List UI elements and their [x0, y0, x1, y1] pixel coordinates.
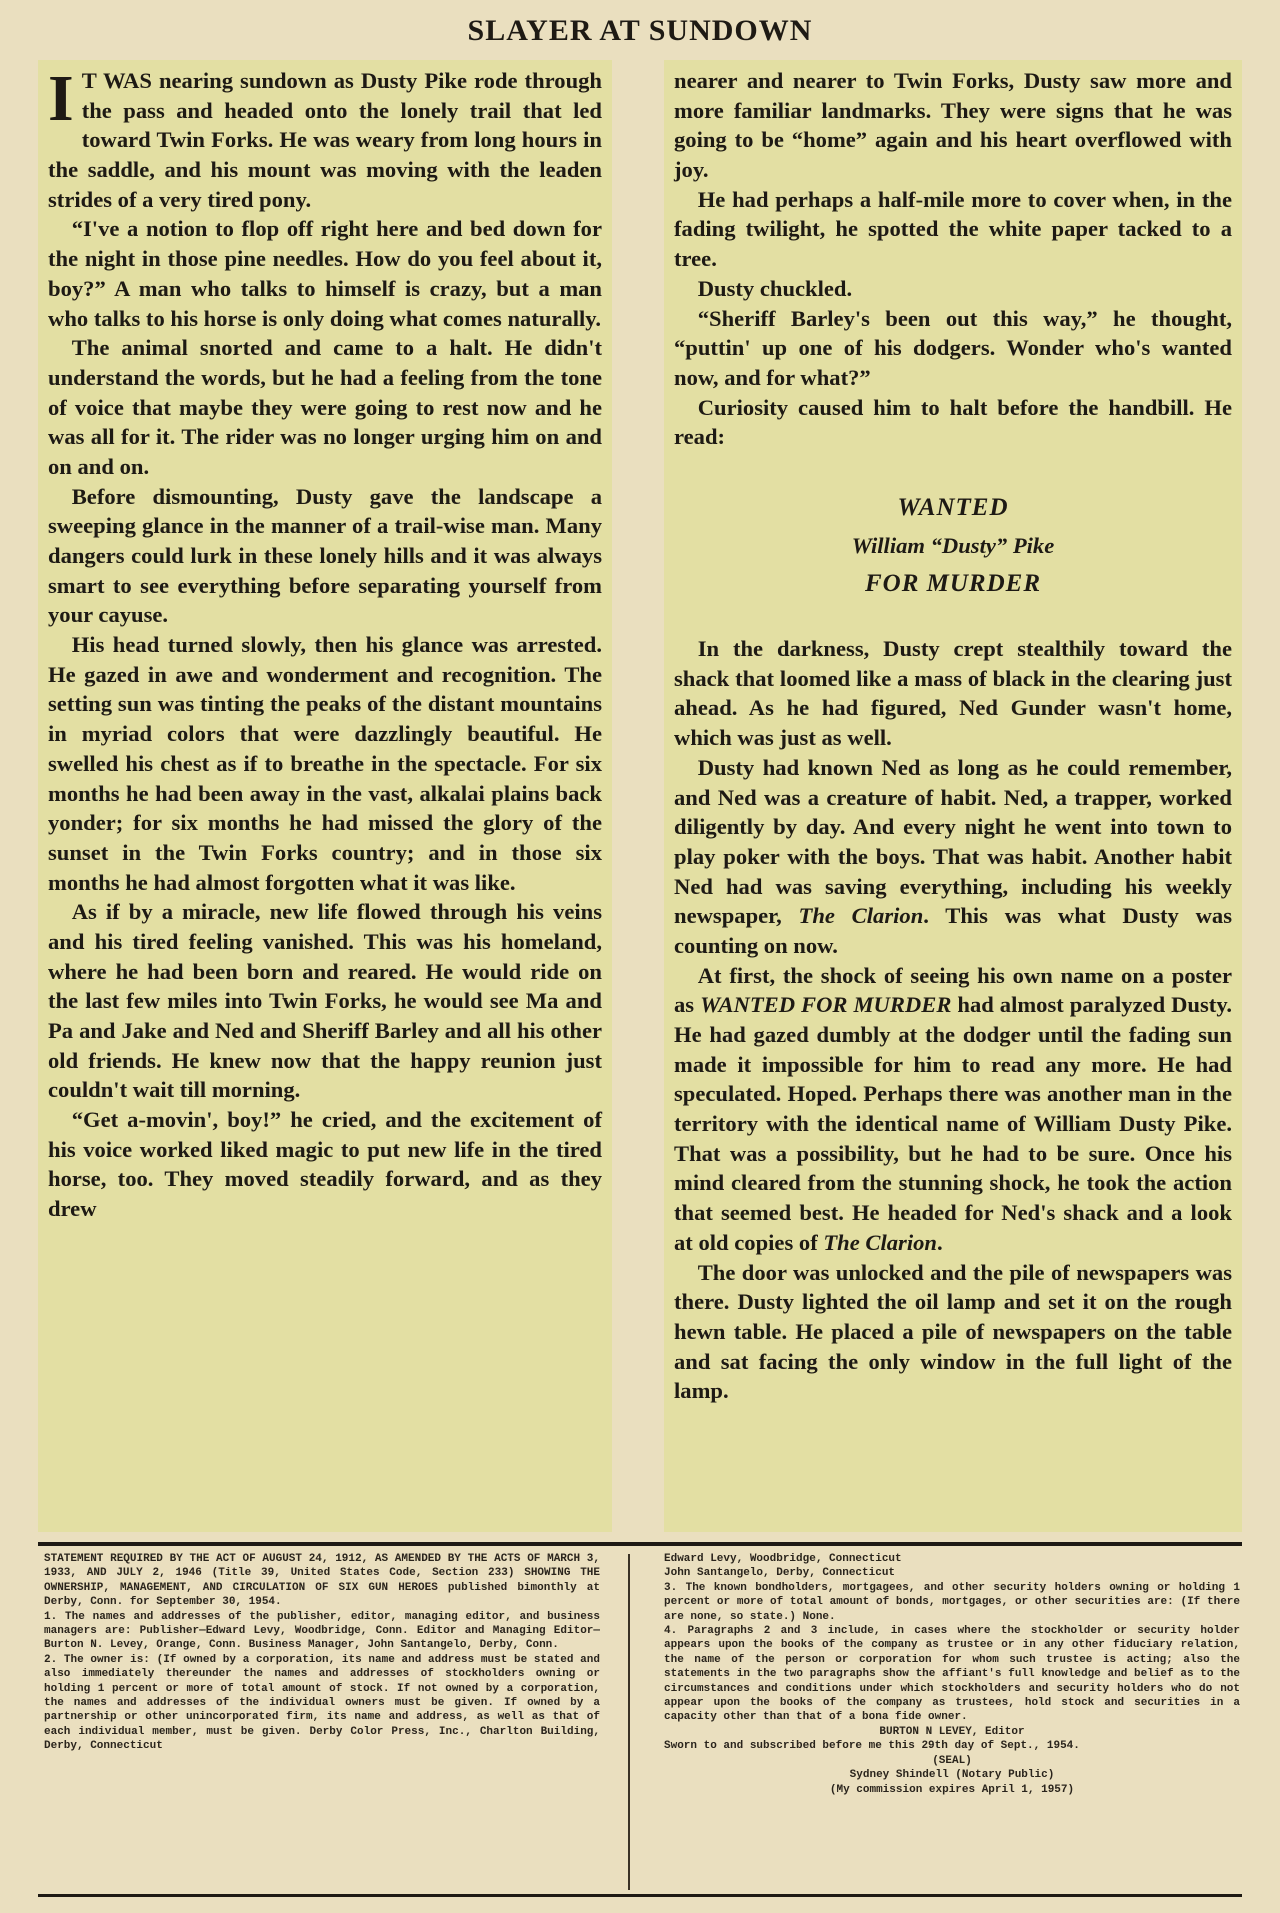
seal-line: (SEAL) [932, 1754, 972, 1767]
statement-paragraph: Edward Levy, Woodbridge, Connecticut [664, 1553, 902, 1565]
paragraph: Curiosity caused him to halt before the handbill. He read: [674, 394, 1232, 450]
wanted-poster-text [674, 488, 1232, 604]
paragraph: Dusty chuckled. [697, 275, 853, 301]
paragraph: “I've a notion to flop off right here and bed down for the night in those pine needles. How do you feel about it, boy?” A man who talks to himself is crazy, but a man who talks to his horse is only doing what comes naturally. [48, 216, 602, 331]
paragraph-opening [48, 62, 602, 214]
statement-top-rule [38, 1542, 1242, 1546]
paragraph: The door was unlocked and the pile of newspapers was there. Dusty lighted the oil lamp and set it on the rough hewn table. He placed a pile of newspapers on the table and sat facing the only window in the full light of the lamp. [674, 1259, 1232, 1404]
statement-paragraph: 3. The known bondholders, mortgagees, and other security holders owning or holding 1 percent or more of total amount of bonds, mortgages, or other securities are: (If there are none, so state.) None. [664, 1581, 1240, 1623]
statement-paragraph: John Santangelo, Derby, Connecticut [664, 1567, 896, 1580]
paragraph: nearer and nearer to Twin Forks, Dusty saw more and more familiar landmarks. They were signs that he was going to be “home” again and his heart overflowed with joy. [674, 68, 1232, 183]
ownership-statement-left [44, 1552, 600, 1892]
poster-phrase: WANTED FOR MURDER [700, 992, 952, 1018]
statement-divider [628, 1554, 630, 1890]
paragraph [674, 753, 1232, 961]
statement-paragraph: 2. The owner is: (If owned by a corporation, its name and address must be stated and also immediately thereunder the names and addresses of stockholders owning or holding 1 percent or more of total amount of stock. If not owned by a corporation, the names and addresses of the individual owners must be given. If owned by a partnership or other unincorporated firm, its name and address, as well as that of each individual member, must be given. Derby Color Press, Inc., Charlton Building, Derby, Connecticut [44, 1653, 600, 1753]
paragraph: He had perhaps a half-mile more to cover when, in the fading twilight, he spotted the white paper tacked to a tree. [674, 186, 1232, 272]
drop-cap: I [48, 62, 74, 135]
wanted-name: William “Dusty” Pike [851, 532, 1055, 558]
left-text-column [38, 60, 612, 1532]
paragraph: The animal snorted and came to a halt. He didn't understand the words, but he had a feeling from the tone of voice that maybe they were going to rest now and he was all for it. The rider was no longer urging him on and on and on. [48, 335, 602, 479]
notary-line: Sydney Shindell (Notary Public) [849, 1769, 1055, 1782]
paragraph [674, 961, 1232, 1258]
newspaper-title: The Clarion [823, 1229, 937, 1255]
statement-paragraph: STATEMENT REQUIRED BY THE ACT OF AUGUST 24, 1912, AS AMENDED BY THE ACTS OF MARCH 3, 1933, AND JULY 2, 1946 (Title 39, United States Code, Section 233) SHOWING THE OWNERSHIP, MANAGEMENT, AND CIRCULATION OF SIX GUN HEROES published bimonthly at Derby, Conn. for September 30, 1954. [44, 1553, 600, 1609]
text-run: had almost paralyzed Dusty. He had gazed dumbly at the dodger until the fading sun made it impossible for him to read any more. He had speculated. Hoped. Perhaps there was another man in the territory with the identical name of William Dusty Pike. That was a possibility, but he had to be sure. Once his mind cleared from the stunning shock, he took the action that seemed best. He headed for Ned's shack and a look at old copies of [674, 992, 1233, 1255]
story-title: SLAYER AT SUNDOWN [467, 14, 813, 47]
paragraph: As if by a miracle, new life flowed through his veins and his tired feeling vanished. This was his homeland, where he had been born and reared. He would ride on the last few miles into Twin Forks, he would see Ma and Pa and Jake and Ned and Sheriff Barley and all his other old friends. He knew now that the happy reunion just couldn't wait till morning. [48, 899, 602, 1103]
statement-paragraph: 4. Paragraphs 2 and 3 include, in cases where the stockholder or security holder appears upon the books of the company as trustee or in any other fiduciary relation, the name of the person or corporation for whom such trustee is acting; also the statements in the two paragraphs show the affiant's full knowledge and belief as to the circumstances and conditions under which stockholders and security holders who do not appear upon the books of the company as trustees, hold stock and securities in a capacity other than that of a bona fide owner. [664, 1625, 1240, 1724]
sworn-line: Sworn to and subscribed before me this 29th day of Sept., 1954. [664, 1740, 1080, 1753]
text-run: . [937, 1229, 943, 1255]
right-text-column [664, 60, 1242, 1532]
paragraph: His head turned slowly, then his glance was arrested. He gazed in awe and wonderment and recognition. The setting sun was tinting the peaks of the distant mountains in myriad colors that were dazzlingly beautiful. He swelled his chest as if to breathe in the spectacle. For six months he had been away in the vast, alkalai plains back yonder; for six months he had missed the glory of the sunset in the Twin Forks country; and in those six months he had almost forgotten what it was like. [48, 632, 602, 895]
commission-line: (My commission expires April 1, 1957) [829, 1783, 1075, 1796]
editor-signature: BURTON N LEVEY, Editor [879, 1725, 1025, 1738]
paragraph: “Sheriff Barley's been out this way,” he thought, “puttin' up one of his dodgers. Wonder who's wanted now, and for what?” [674, 305, 1232, 390]
wanted-charge: FOR MURDER [864, 570, 1041, 598]
newspaper-title: The Clarion [798, 903, 924, 929]
wanted-line: WANTED [897, 493, 1009, 521]
paragraph: “Get a-movin', boy!” he cried, and the excitement of his voice worked liked magic to put new life in the tired horse, too. They moved steadily forward, and as they drew [48, 1107, 602, 1222]
text-run: Dusty had known Ned as long as he could remember, and Ned was a creature of habit. Ned, a trapper, worked diligently by day. And every night he went into town to play poker with the boys. That was habit. Another habit Ned had was saving everything, including his weekly newspaper, [674, 754, 1232, 929]
paragraph: In the darkness, Dusty crept stealthily toward the shack that loomed like a mass of black in the clearing just ahead. As he had figured, Ned Gunder wasn't home, which was just as well. [674, 636, 1232, 751]
text-run: . This was what Dusty was counting on now. [674, 903, 1232, 958]
paragraph: Before dismounting, Dusty gave the landscape a sweeping glance in the manner of a trail-wise man. Many dangers could lurk in these lonely hills and it was always smart to see everything before separating yourself from your cayuse. [48, 483, 602, 628]
statement-bottom-rule [38, 1894, 1242, 1897]
statement-paragraph: 1. The names and addresses of the publisher, editor, managing editor, and business managers are: Publisher—Edward Levy, Woodbridge, Conn. Editor and Managing Editor—Burton N. Levey, Orange, Conn. Business Manager, John Santangelo, Derby, Conn. [44, 1610, 600, 1652]
text-run: At first, the shock of seeing his own name on a poster as [674, 962, 1232, 1018]
opening-text: T WAS nearing sundown as Dusty Pike rode through the pass and headed onto the lonely trail that led toward Twin Forks. He was weary from long hours in the saddle, and his mount was moving with the leaden strides of a very tired pony. [48, 68, 602, 212]
ownership-statement-right [664, 1552, 1240, 1892]
